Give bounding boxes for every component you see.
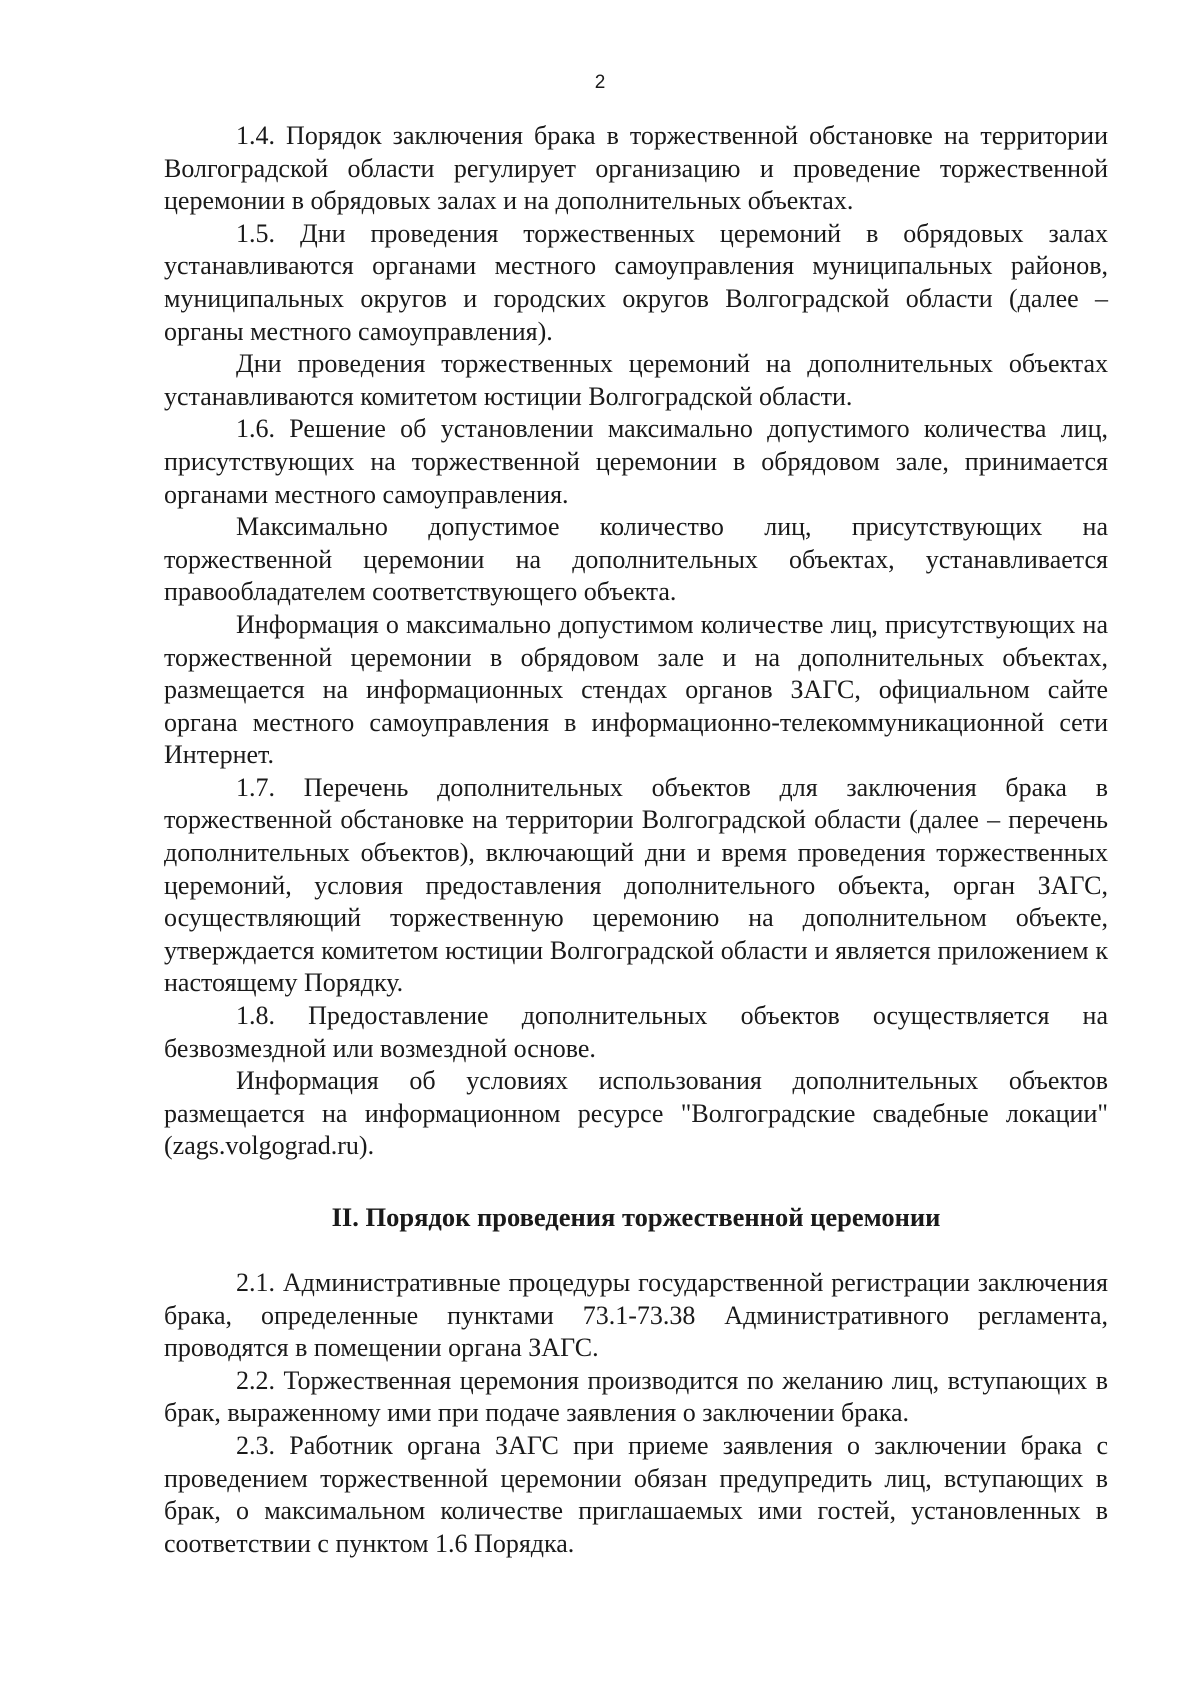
paragraph-2-1: 2.1. Административные процедуры государственной регистрации заключения брака, определенные пунктами 73.1-73.38 Административного регламента, проводятся в помещении органа ЗАГС. [164,1268,1108,1363]
document-body [164,120,1108,1560]
paragraph-1-4: 1.4. Порядок заключения брака в торжественной обстановке на территории Волгоградской области регулирует организацию и проведение торжественной церемонии в обрядовых залах и на дополнительных объектах. [164,121,1108,216]
paragraph-2-2: 2.2. Торжественная церемония производится по желанию лиц, вступающих в брак, выраженному ими при подаче заявления о заключении брака. [164,1365,1108,1428]
paragraph-1-6: 1.6. Решение об установлении максимально допустимого количества лиц, присутствующих на торжественной церемонии в обрядовом зале, принимается органами местного самоуправления. [164,414,1108,509]
paragraph-1-7: 1.7. Перечень дополнительных объектов для заключения брака в торжественной обстановке на территории Волгоградской области (далее – перечень дополнительных объектов), включающий дни и время проведения торжественных церемоний, условия предоставления дополнительного объекта, орган ЗАГС, осуществляющий торжественную церемонию на дополнительном объекте, утверждается комитетом юстиции Волгоградской области и является приложением к настоящему Порядку. [164,772,1108,998]
paragraph-1-8: 1.8. Предоставление дополнительных объектов осуществляется на безвозмездной или возмездной основе. [164,1001,1108,1063]
paragraph-1-5-days: Дни проведения торжественных церемоний на дополнительных объектах устанавливаются комитетом юстиции Волгоградской области. [164,349,1108,411]
page-number: 2 [594,72,606,93]
paragraph-1-5: 1.5. Дни проведения торжественных церемоний в обрядовых залах устанавливаются органами местного самоуправления муниципальных районов, муниципальных округов и городских округов Волгоградской области (далее – органы местного самоуправления). [164,218,1108,346]
paragraph-1-8-information: Информация об условиях использования дополнительных объектов размещается на информационном ресурсе "Волгоградские свадебные локации" (zags.volgograd.ru). [164,1066,1108,1161]
section-heading: II. Порядок проведения торжественной церемонии [331,1202,941,1232]
paragraph-1-6-max-count: Максимально допустимое количество лиц, присутствующих на торжественной церемонии на дополнительных объектах, устанавливается правообладателем соответствующего объекта. [164,512,1108,607]
paragraph-1-6-information: Информация о максимально допустимом количестве лиц, присутствующих на торжественной церемонии в обрядовом зале и на дополнительных объектах, размещается на информационных стендах органов ЗАГС, официальном сайте органа местного самоуправления в информационно-телекоммуникационной сети Интернет. [164,609,1108,770]
paragraph-2-3: 2.3. Работник органа ЗАГС при приеме заявления о заключении брака с проведением торжественной церемонии обязан предупредить лиц, вступающих в брак, о максимальном количестве приглашаемых ими гостей, установленных в соответствии с пунктом 1.6 Порядка. [164,1430,1108,1558]
